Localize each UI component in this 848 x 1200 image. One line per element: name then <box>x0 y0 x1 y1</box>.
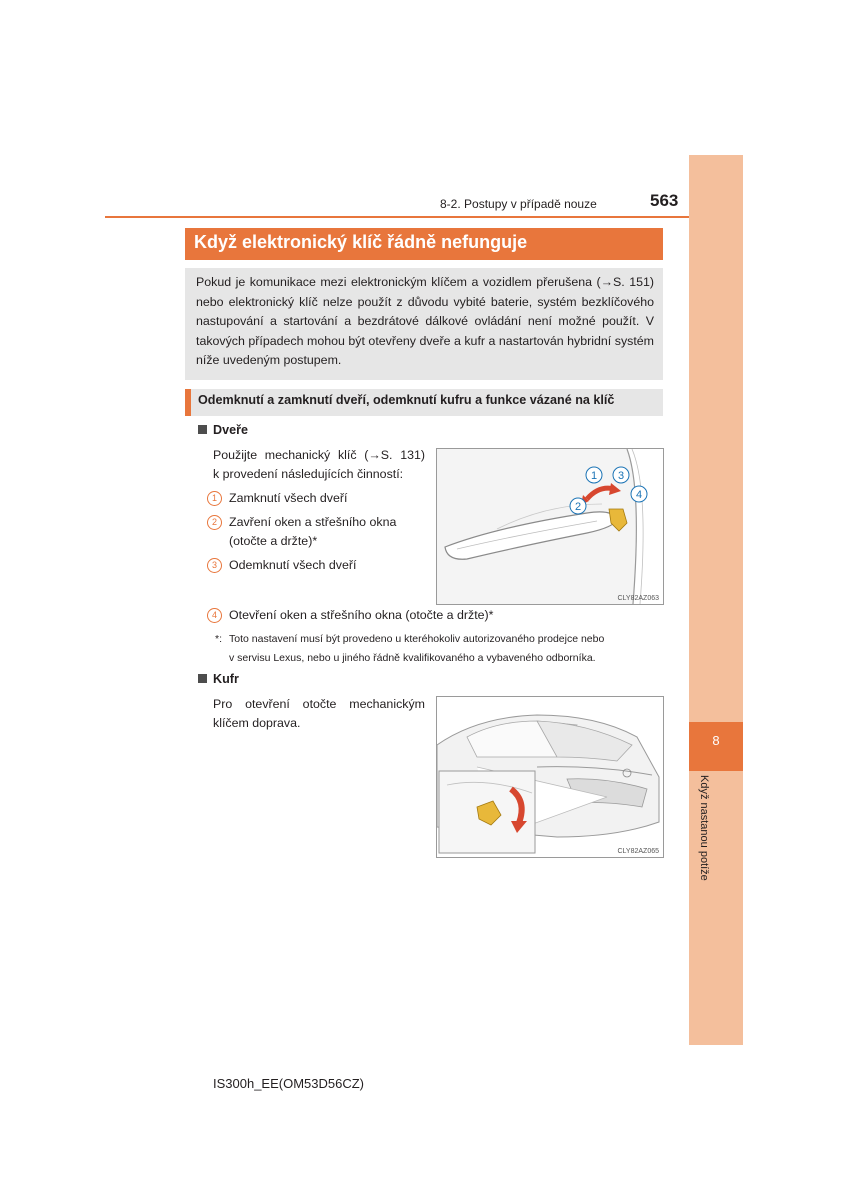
svg-text:1: 1 <box>590 470 598 482</box>
doors-intro-line2: k provedení následujících činností: <box>213 467 404 481</box>
subsection-title: Odemknutí a zamknutí dveří, odemknutí kufru a funkce vázané na klíč <box>198 393 615 407</box>
doors-item-1 <box>207 489 347 508</box>
note-line2: v servisu Lexus, nebo u jiného řádně kvalifikovaného a vybaveného odborníka. <box>229 652 596 664</box>
trunk-image-caption: CLY82AZ065 <box>617 848 659 855</box>
footer-code: IS300h_EE(OM53D56CZ) <box>213 1076 365 1091</box>
trunk-illustration <box>436 696 664 858</box>
door-handle-illustration <box>436 448 664 605</box>
svg-text:3: 3 <box>617 470 625 482</box>
doors-item-2 <box>207 513 396 532</box>
doors-item-1-label: Zamknutí všech dveří <box>229 491 348 505</box>
circle-number-icon: 4 <box>207 608 222 623</box>
trunk-line1: Pro otevření otočte mechanickým <box>213 697 425 711</box>
svg-text:4: 4 <box>635 489 643 501</box>
page-number: 563 <box>650 191 679 210</box>
doors-heading-label: Dveře <box>213 423 249 437</box>
intro-text: Pokud je komunikace mezi elektronickým klíčem a vozidlem přerušena (→S. 151) nebo elektronický klíč nelze použít z důvodu vybité baterie, systém bezklíčového nastupování a startování a bezdrátové dálkové ovládání není možné použít. V takových případech mohou být otevřeny dveře a kufr a nastartován hybridní systém níže uvedeným postupem. <box>196 275 654 368</box>
doors-heading <box>198 423 248 437</box>
doors-item-2-line2: (otočte a držte)* <box>229 534 318 548</box>
note-mark: *: <box>215 633 223 645</box>
square-bullet-icon <box>198 674 207 683</box>
doors-item-3 <box>207 556 356 575</box>
svg-text:2: 2 <box>574 501 582 513</box>
doors-item-4 <box>207 606 493 625</box>
chapter-number: 8 <box>689 722 743 771</box>
square-bullet-icon <box>198 425 207 434</box>
chapter-title-vertical <box>690 775 720 900</box>
chapter-side-tab <box>689 155 743 1045</box>
trunk-line2: klíčem doprava. <box>213 716 301 730</box>
circle-number-icon: 2 <box>207 515 222 530</box>
doors-intro-line1: Použijte mechanický klíč (→S. 131) <box>213 448 425 462</box>
circle-number-icon: 1 <box>207 491 222 506</box>
door-handle-drawing <box>437 449 663 604</box>
page-title: Když elektronický klíč řádně nefunguje <box>194 232 528 252</box>
header-rule <box>105 216 689 218</box>
doors-item-2-label: Zavření oken a střešního okna <box>229 515 397 529</box>
note-line1: Toto nastavení musí být provedeno u kteréhokoliv autorizovaného prodejce nebo <box>229 633 605 645</box>
running-header-section: 8-2. Postupy v případě nouze <box>440 197 597 211</box>
trunk-heading <box>198 672 239 686</box>
trunk-heading-label: Kufr <box>213 672 239 686</box>
circle-number-icon: 3 <box>207 558 222 573</box>
chapter-title: Když nastanou potíže <box>698 775 710 881</box>
doors-item-4-label: Otevření oken a střešního okna (otočte a držte)* <box>229 608 494 622</box>
doors-item-3-label: Odemknutí všech dveří <box>229 558 357 572</box>
door-image-caption: CLY82AZ063 <box>617 595 659 602</box>
trunk-drawing <box>437 697 663 857</box>
